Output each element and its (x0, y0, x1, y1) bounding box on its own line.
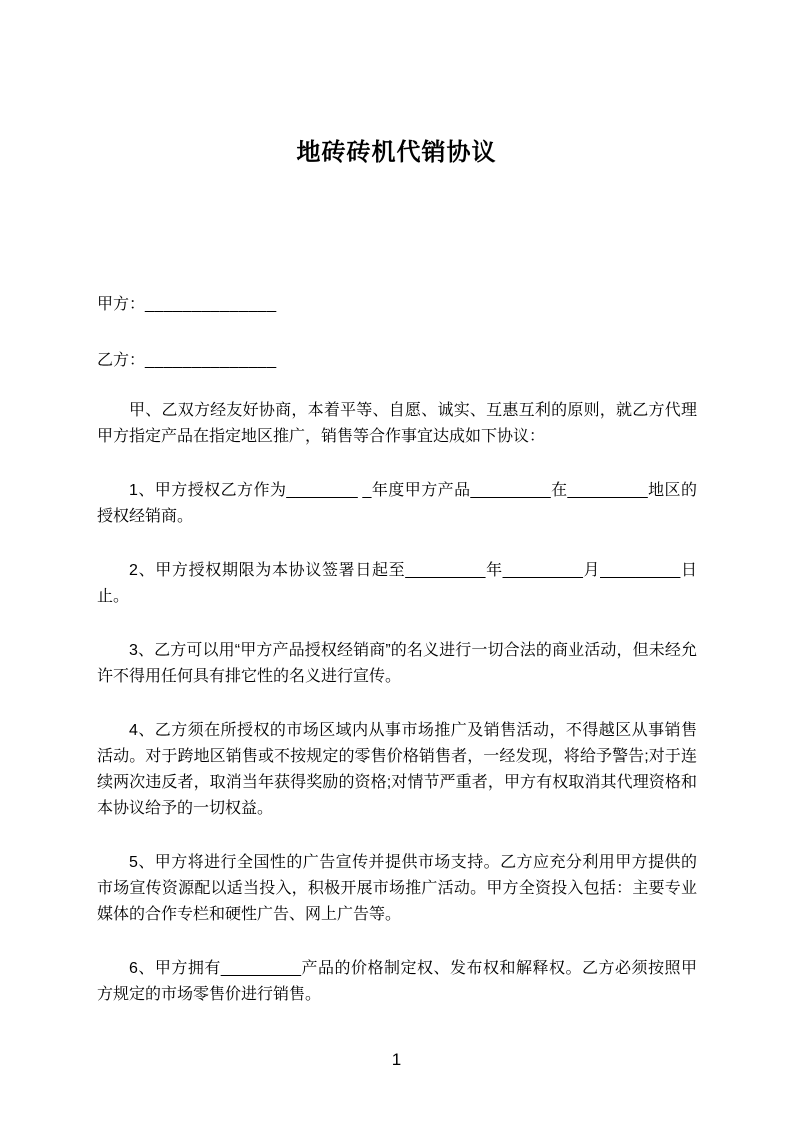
party-a-blank-line: ______________ (145, 296, 277, 313)
party-b-line (97, 348, 697, 374)
intro-paragraph: 甲、乙双方经友好协商，本着平等、自愿、诚实、互惠互利的原则，就乙方代理甲方指定产品在指定地区推广，销售等合作事宜达成如下协议： (97, 402, 697, 445)
party-a-label: 甲方： (97, 296, 146, 313)
clause-1: 1、甲方授权乙方作为________ _年度甲方产品_________在_________地区的授权经销商。 (97, 482, 697, 525)
party-a-line (97, 292, 697, 318)
clause-6: 6、甲方拥有_________产品的价格制定权、发布权和解释权。乙方必须按照甲方规定的市场零售价进行销售。 (97, 960, 697, 1003)
clause-2: 2、甲方授权期限为本协议签署日起至_________年_________月_________日止。 (97, 562, 697, 605)
page-number: 1 (391, 1050, 402, 1069)
clause-3: 3、乙方可以用“甲方产品授权经销商”的名义进行一切合法的商业活动，但未经允许不得用任何具有排它性的名义进行宣传。 (97, 642, 697, 685)
parties-section (97, 292, 697, 374)
document-title: 地砖砖机代销协议 (296, 139, 497, 166)
clause-5: 5、甲方将进行全国性的广告宣传并提供市场支持。乙方应充分利用甲方提供的市场宣传资源配以适当投入，积极开展市场推广活动。甲方全资投入包括：主要专业媒体的合作专栏和硬性广告、网上广告等。 (97, 854, 697, 923)
clause-4: 4、乙方须在所授权的市场区域内从事市场推广及销售活动，不得越区从事销售活动。对于跨地区销售或不按规定的零售价格销售者，一经发现，将给予警告;对于连续两次违反者，取消当年获得奖励的资格;对情节严重者，甲方有权取消其代理资格和本协议给予的一切权益。 (97, 722, 697, 817)
agreement-body (97, 398, 697, 1008)
party-b-blank-line: ______________ (145, 352, 277, 369)
party-b-label: 乙方： (97, 352, 146, 369)
